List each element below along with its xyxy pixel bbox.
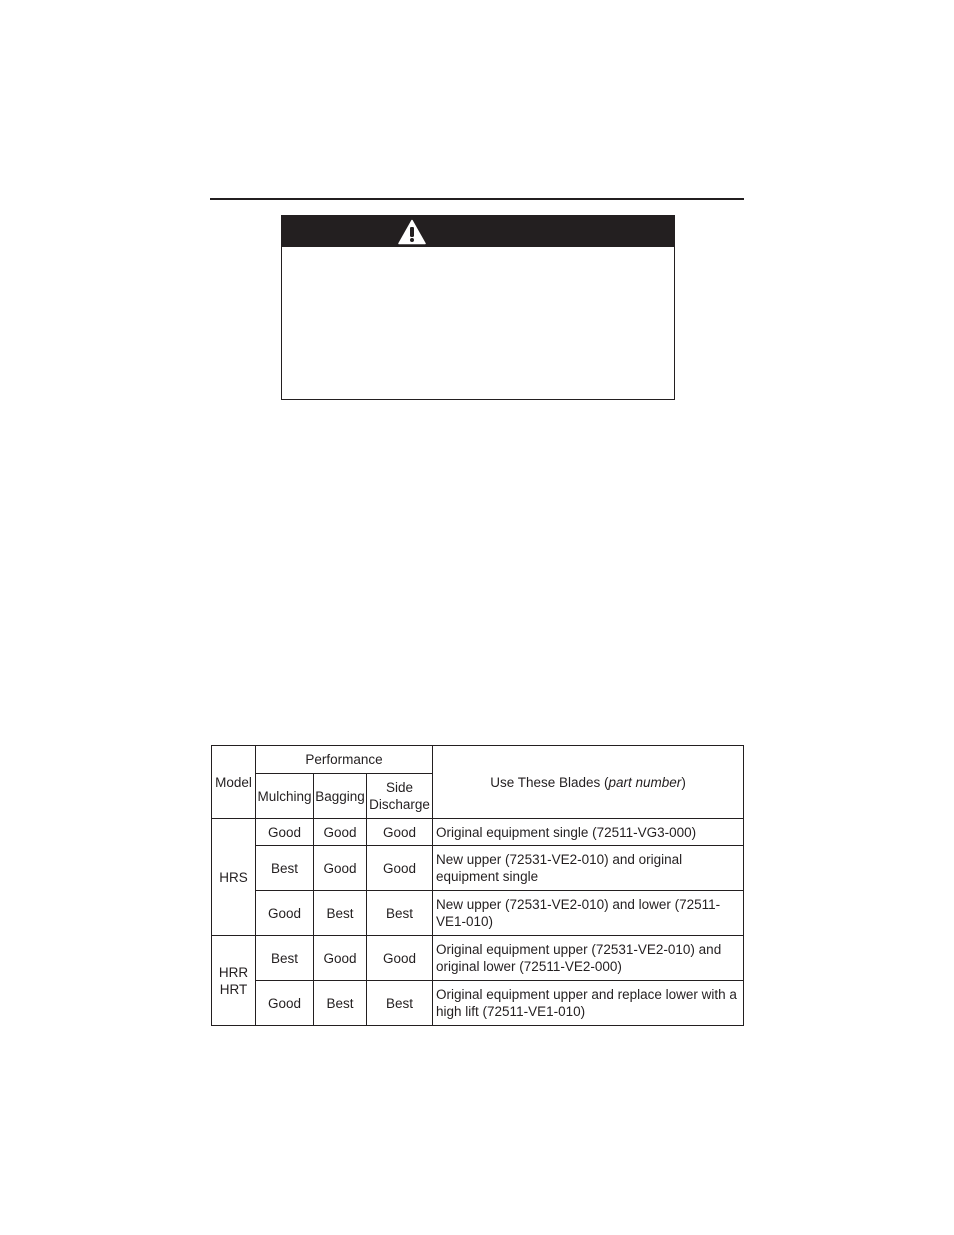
- blade-selection-table: [211, 745, 744, 1026]
- header-side-discharge-line2: Discharge: [369, 797, 430, 812]
- warning-body: [282, 247, 674, 399]
- table-row: [212, 981, 744, 1026]
- cell-mulching: Good: [256, 891, 314, 936]
- cell-mulching: Best: [256, 936, 314, 981]
- cell-mulching: Best: [256, 846, 314, 891]
- cell-blades: Original equipment single (72511-VG3-000): [433, 819, 744, 846]
- model-label: HRS: [219, 869, 248, 885]
- cell-side-discharge: Good: [367, 819, 433, 846]
- cell-blades: Original equipment upper (72531-VE2-010) and original lower (72511-VE2-000): [433, 936, 744, 981]
- table-row: [212, 819, 744, 846]
- cell-bagging: Best: [314, 981, 367, 1026]
- header-blades-italic: part number: [608, 774, 682, 790]
- model-cell-hrs: [212, 819, 256, 936]
- cell-blades: New upper (72531-VE2-010) and lower (72511-VE1-010): [433, 891, 744, 936]
- cell-blades: Original equipment upper and replace lower with a high lift (72511-VE1-010): [433, 981, 744, 1026]
- warning-header: [282, 216, 674, 247]
- model-label-secondary: HRT: [219, 981, 248, 997]
- cell-bagging: Best: [314, 891, 367, 936]
- section-divider-rule: [210, 198, 744, 200]
- header-model: Model: [212, 746, 256, 819]
- cell-side-discharge: Best: [367, 981, 433, 1026]
- table-header-row: [212, 746, 744, 774]
- header-blades: [433, 746, 744, 819]
- header-blades-suffix: ): [681, 774, 686, 790]
- cell-bagging: Good: [314, 819, 367, 846]
- model-label: HRR: [218, 964, 249, 980]
- cell-mulching: Good: [256, 981, 314, 1026]
- cell-side-discharge: Good: [367, 846, 433, 891]
- header-blades-prefix: Use These Blades (: [490, 774, 609, 790]
- table-row: [212, 936, 744, 981]
- cell-side-discharge: Best: [367, 891, 433, 936]
- cell-bagging: Good: [314, 846, 367, 891]
- cell-mulching: Good: [256, 819, 314, 846]
- header-performance: Performance: [256, 746, 433, 774]
- table-row: [212, 846, 744, 891]
- header-bagging: Bagging: [314, 774, 367, 819]
- warning-triangle-icon: [398, 219, 426, 245]
- header-side-discharge-line1: Side: [385, 780, 414, 795]
- cell-side-discharge: Good: [367, 936, 433, 981]
- cell-blades: New upper (72531-VE2-010) and original equipment single: [433, 846, 744, 891]
- cell-bagging: Good: [314, 936, 367, 981]
- header-mulching: Mulching: [256, 774, 314, 819]
- header-side-discharge: [367, 774, 433, 819]
- table-row: [212, 891, 744, 936]
- model-cell-hrr-hrt: [212, 936, 256, 1026]
- warning-box: [281, 215, 675, 400]
